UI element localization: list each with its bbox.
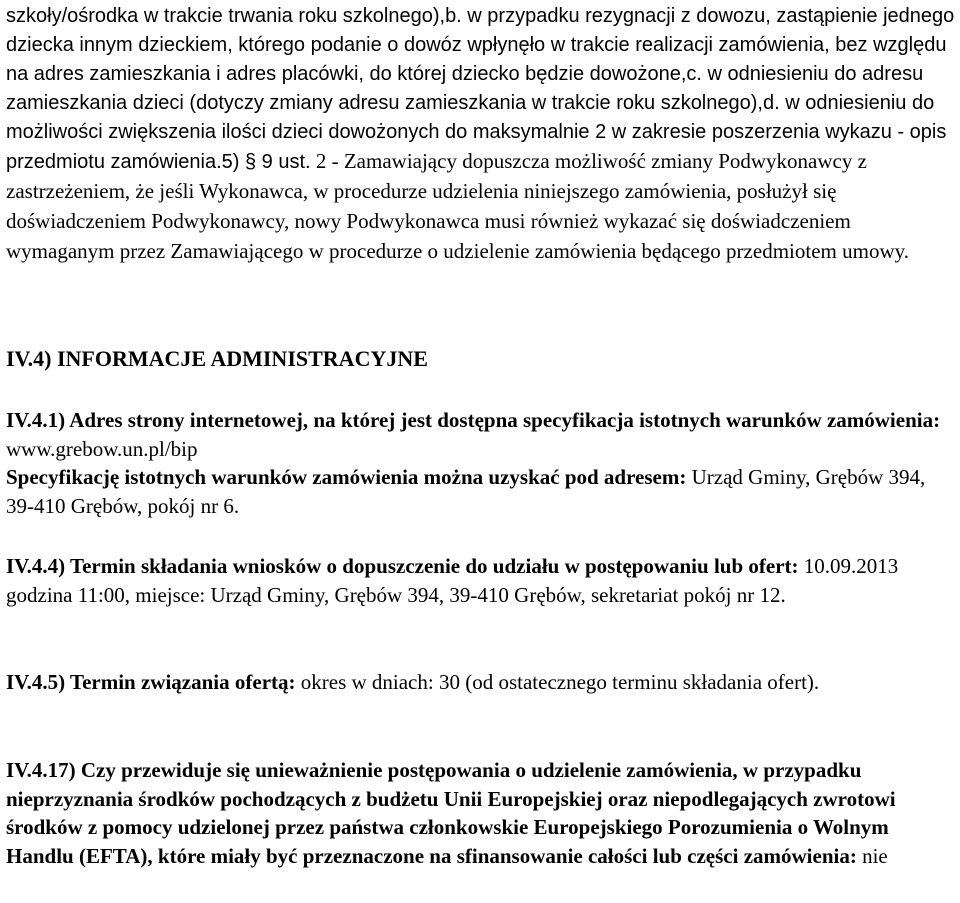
paragraph-modifications: [6, 0, 956, 267]
item-iv41-value: www.grebow.un.pl/bip: [6, 436, 198, 461]
paragraph-sign: §: [245, 151, 257, 173]
item-iv44: [6, 552, 956, 609]
modifications-text: szkoły/ośrodka w trakcie trwania roku szkolnego),b. w przypadku rezygnacji z dowozu, zastąpienie jednego dziecka innym dzieckiem, którego podanie o dowóz wpłynęło w trakcie realizacji zamówienia, bez względu na adres zamieszkania i adres placówki, do której dziecko będzie dowożone,c. w odniesieniu do adresu zamieszkania dzieci (dotyczy zmiany adresu zamieszkania w trakcie roku szkolnego),d. w odniesieniu do możliwości zwiększenia ilości dzieci dowożonych do maksymalnie 2 w zakresie poszerzenia wykazu - opis przedmiotu zamówienia.5): [6, 5, 955, 173]
item-iv41-label: IV.4.1) Adres strony internetowej, na której jest dostępna specyfikacja istotnych warunków zamówienia:: [6, 408, 941, 432]
item-iv41-label2: Specyfikację istotnych warunków zamówienia można uzyskać pod adresem:: [6, 465, 687, 489]
section-iii-continuation: [6, 0, 956, 267]
item-iv41: [6, 406, 956, 520]
item-iv45: [6, 668, 956, 697]
item-iv417-label: IV.4.17) Czy przewiduje się unieważnienie postępowania o udzielenie zamówienia, w przypadku nieprzyznania środków pochodzących z budżetu Unii Europejskiej oraz niepodlegających zwrotowi środków z pomocy udzielonej przez państwa członkowskie Europejskiego Porozumienia o Wolnym Handlu (EFTA), które miały być przeznaczone na sfinansowanie całości lub części zamówienia:: [6, 758, 896, 868]
item-iv44-value: 10.09.2013 godzina 11:00, miejsce: Urząd Gminy, Grębów 394, 39-410 Grębów, sekretariat pokój nr 12.: [6, 554, 899, 607]
item-iv44-label: IV.4.4) Termin składania wniosków o dopuszczenie do udziału w postępowaniu lub ofert:: [6, 554, 799, 578]
item-iv45-value: okres w dniach: 30 (od ostatecznego terminu składania ofert).: [295, 670, 820, 694]
item-iv417: [6, 756, 956, 870]
item-iv44-text: [6, 552, 956, 609]
item-iv41-text: [6, 406, 956, 463]
item-iv45-label: IV.4.5) Termin związania ofertą:: [6, 670, 296, 694]
paragraph-ref: 9 ust.: [256, 151, 311, 173]
item-iv417-text: [6, 756, 956, 870]
subcontractor-text: 2 - Zamawiający dopuszcza możliwość zmiany Podwykonawcy z zastrzeżeniem, że jeśli Wykonawca, w procedurze udzielenia niniejszego zamówienia, posłużył się doświadczeniem Podwykonawcy, nowy Podwykonawca musi również wykazać się doświadczeniem wymaganym przez Zamawiającego w procedurze o udzielenie zamówienia będącego przedmiotem umowy.: [6, 149, 909, 263]
item-iv41-text2: [6, 463, 956, 520]
item-iv45-text: [6, 668, 956, 697]
item-iv417-value: nie: [856, 843, 888, 868]
section-heading-iv4: IV.4) INFORMACJE ADMINISTRACYJNE: [6, 346, 428, 371]
item-iv41-value2: Urząd Gminy, Grębów 394, 39-410 Grębów, pokój nr 6.: [6, 465, 926, 518]
